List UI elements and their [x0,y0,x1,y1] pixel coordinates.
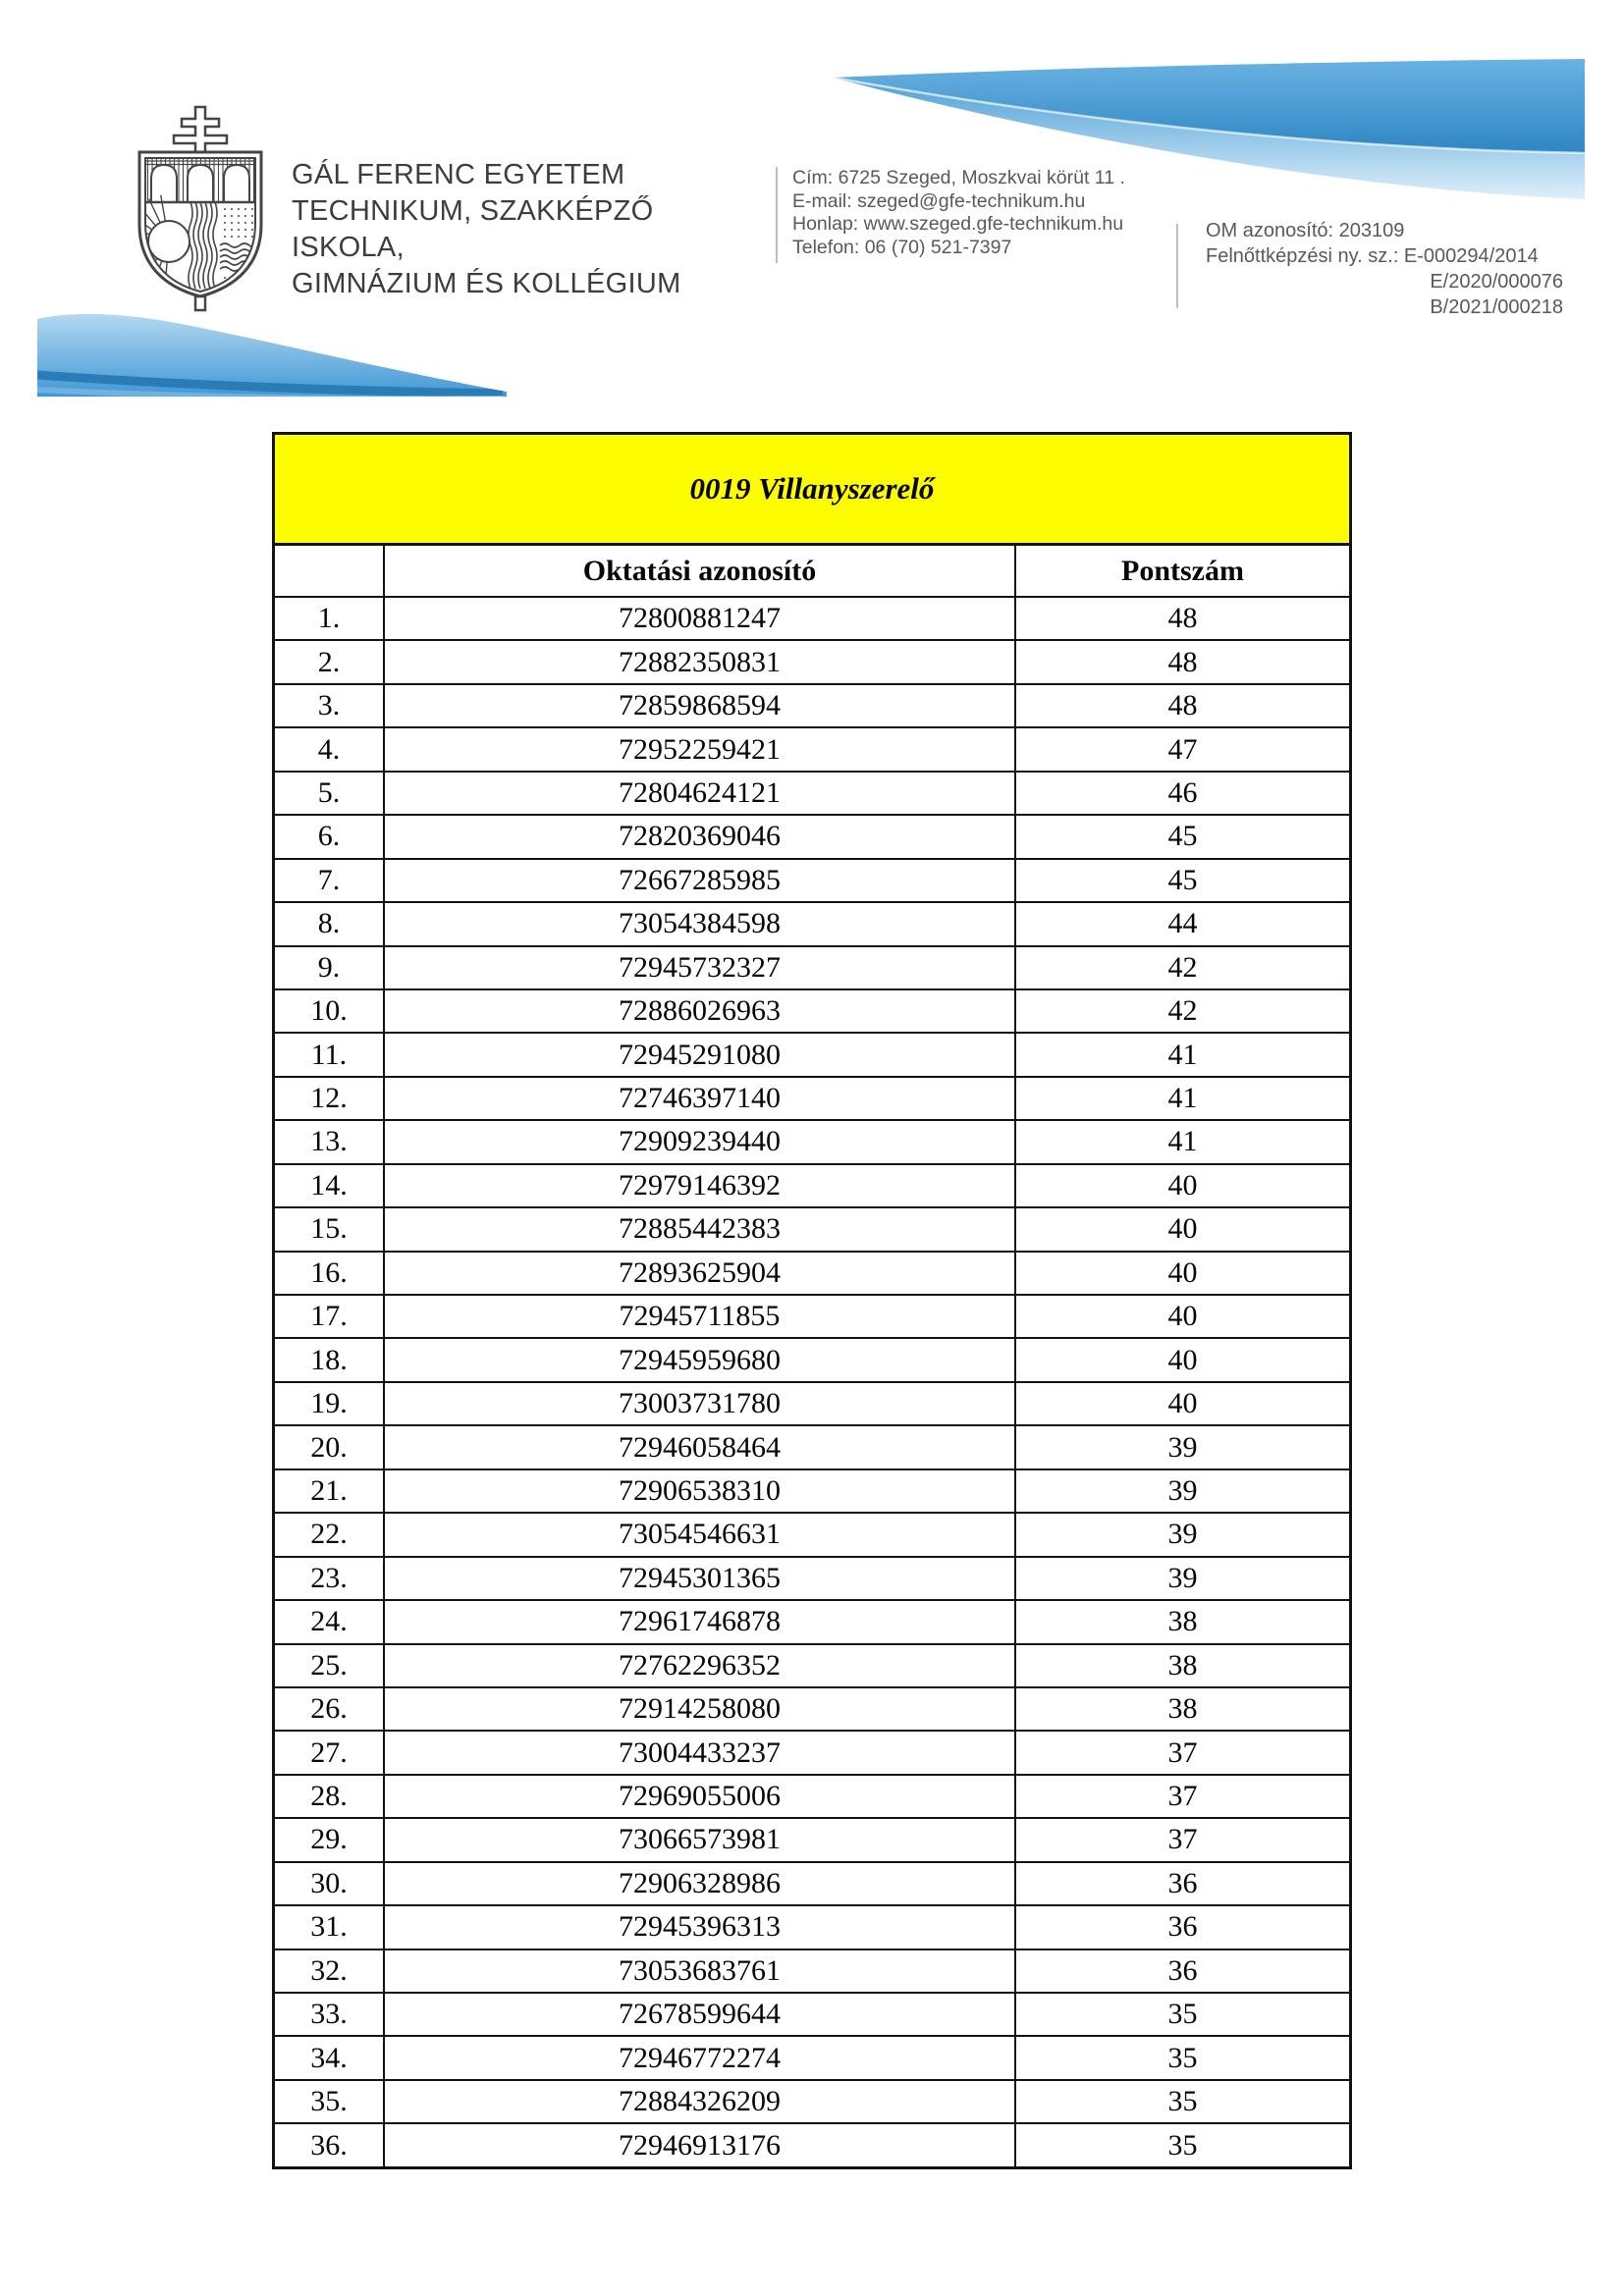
row-oktatasi-azonosito: 72906538310 [383,1470,1014,1512]
row-pontszam: 48 [1014,598,1349,639]
row-rank: 33. [310,1998,348,2031]
row-oktatasi-azonosito: 72746397140 [383,1078,1014,1119]
row-rank: 34. [310,2041,348,2074]
row-pontszam: 40 [1014,1253,1349,1294]
contact-block [792,167,1170,259]
table-row [275,1643,1349,1686]
row-oktatasi-azonosito: 72946772274 [383,2037,1014,2078]
letterhead-divider [1176,224,1178,308]
row-rank: 25. [310,1648,348,1682]
row-rank: 26. [310,1692,348,1726]
header-oktatasi-azonosito: Oktatási azonosító [383,546,1014,596]
row-rank: 3. [317,689,341,722]
row-rank: 24. [310,1605,348,1638]
row-oktatasi-azonosito: 72945301365 [383,1558,1014,1599]
bottom-left-wave-decoration [0,306,520,404]
row-pontszam: 41 [1014,1034,1349,1075]
row-oktatasi-azonosito: 72946058464 [383,1426,1014,1468]
table-row [275,814,1349,857]
row-rank: 8. [317,907,341,940]
header-pontszam: Pontszám [1014,546,1349,596]
table-row [275,1774,1349,1817]
table-row [275,858,1349,901]
row-oktatasi-azonosito: 72906328986 [383,1863,1014,1904]
row-pontszam: 38 [1014,1688,1349,1730]
contact-address: Cím: 6725 Szeged, Moszkvai körüt 11 . [792,167,1125,188]
table-row [275,1512,1349,1555]
row-oktatasi-azonosito: 73054546631 [383,1514,1014,1555]
table-row [275,1686,1349,1730]
row-pontszam: 39 [1014,1514,1349,1555]
table-row [275,1861,1349,1904]
row-pontszam: 35 [1014,2081,1349,2122]
row-pontszam: 40 [1014,1165,1349,1206]
row-pontszam: 36 [1014,1863,1349,1904]
row-rank: 22. [310,1518,348,1551]
table-row [275,2035,1349,2078]
table-row [275,726,1349,770]
table-row [275,1251,1349,1294]
row-pontszam: 37 [1014,1732,1349,1773]
table-header-row [275,543,1349,596]
row-pontszam: 39 [1014,1426,1349,1468]
row-oktatasi-azonosito: 72952259421 [383,728,1014,770]
row-oktatasi-azonosito: 72945291080 [383,1034,1014,1075]
row-rank: 28. [310,1780,348,1813]
table-row [275,945,1349,988]
row-oktatasi-azonosito: 72945711855 [383,1296,1014,1337]
row-rank: 9. [317,950,341,984]
table-row [275,639,1349,682]
row-pontszam: 35 [1014,1994,1349,2035]
row-oktatasi-azonosito: 72979146392 [383,1165,1014,1206]
row-pontszam: 40 [1014,1383,1349,1424]
table-row [275,1076,1349,1119]
row-oktatasi-azonosito: 73053683761 [383,1950,1014,1992]
row-pontszam: 40 [1014,1339,1349,1380]
table-row [275,1119,1349,1162]
row-pontszam: 40 [1014,1208,1349,1250]
row-oktatasi-azonosito: 72961746878 [383,1601,1014,1642]
row-pontszam: 46 [1014,773,1349,814]
table-row [275,1381,1349,1424]
row-oktatasi-azonosito: 72884326209 [383,2081,1014,2122]
row-rank: 21. [310,1473,348,1507]
table-row [275,2079,1349,2122]
row-rank: 19. [310,1387,348,1420]
table-rows [275,596,1349,2166]
school-crest-logo [134,104,267,312]
row-oktatasi-azonosito: 72945959680 [383,1339,1014,1380]
row-oktatasi-azonosito: 72762296352 [383,1645,1014,1686]
table-row [275,1599,1349,1642]
row-oktatasi-azonosito: 72804624121 [383,773,1014,814]
row-rank: 36. [310,2128,348,2162]
registration-number-line: B/2021/000218 [1430,296,1563,318]
table-row [275,1424,1349,1468]
contact-website: Honlap: www.szeged.gfe-technikum.hu [792,213,1124,235]
row-rank: 4. [317,732,341,766]
row-rank: 18. [310,1343,348,1376]
row-pontszam: 44 [1014,903,1349,944]
row-rank: 16. [310,1255,348,1289]
row-pontszam: 42 [1014,990,1349,1032]
table-row [275,1817,1349,1860]
adult-education-line: Felnőttképzési ny. sz.: E-000294/2014 [1206,245,1539,267]
row-rank: 2. [317,645,341,678]
table-row [275,683,1349,726]
table-row [275,596,1349,639]
table-row [275,1730,1349,1773]
table-row [275,1992,1349,2035]
row-rank: 20. [310,1430,348,1464]
row-pontszam: 38 [1014,1601,1349,1642]
letterhead-divider [776,167,778,263]
row-rank: 32. [310,1953,348,1987]
row-pontszam: 38 [1014,1645,1349,1686]
row-oktatasi-azonosito: 72909239440 [383,1121,1014,1162]
om-id-line: OM azonosító: 203109 [1206,220,1405,241]
row-oktatasi-azonosito: 72945396313 [383,1906,1014,1948]
row-rank: 17. [310,1300,348,1333]
school-name-line: GIMNÁZIUM ÉS KOLLÉGIUM [292,268,681,299]
row-oktatasi-azonosito: 73003731780 [383,1383,1014,1424]
table-row [275,988,1349,1032]
row-rank: 27. [310,1735,348,1769]
table-row [275,901,1349,944]
table-row [275,1904,1349,1948]
row-rank: 6. [317,820,341,853]
table-row [275,1949,1349,1992]
row-pontszam: 39 [1014,1470,1349,1512]
row-rank: 14. [310,1168,348,1201]
row-rank: 30. [310,1866,348,1899]
row-oktatasi-azonosito: 72893625904 [383,1253,1014,1294]
row-oktatasi-azonosito: 73004433237 [383,1732,1014,1773]
row-oktatasi-azonosito: 72945732327 [383,947,1014,988]
table-title-banner [275,435,1349,543]
row-oktatasi-azonosito: 72678599644 [383,1994,1014,2035]
table-row [275,1032,1349,1075]
row-oktatasi-azonosito: 72946913176 [383,2124,1014,2165]
school-name [292,157,763,302]
row-pontszam: 36 [1014,1950,1349,1992]
row-pontszam: 39 [1014,1558,1349,1599]
row-rank: 13. [310,1125,348,1158]
row-pontszam: 42 [1014,947,1349,988]
row-pontszam: 41 [1014,1078,1349,1119]
row-pontszam: 47 [1014,728,1349,770]
header-rank [275,546,383,596]
table-row [275,771,1349,814]
row-oktatasi-azonosito: 72859868594 [383,685,1014,726]
row-rank: 11. [310,1038,348,1071]
row-oktatasi-azonosito: 72882350831 [383,641,1014,682]
row-rank: 7. [317,863,341,896]
row-oktatasi-azonosito: 72969055006 [383,1776,1014,1817]
row-rank: 23. [310,1561,348,1594]
row-pontszam: 48 [1014,685,1349,726]
row-pontszam: 40 [1014,1296,1349,1337]
school-name-line: TECHNIKUM, SZAKKÉPZŐ ISKOLA, [292,195,654,263]
row-oktatasi-azonosito: 73054384598 [383,903,1014,944]
contact-phone: Telefon: 06 (70) 521-7397 [792,236,1012,258]
row-pontszam: 35 [1014,2124,1349,2165]
row-rank: 1. [317,602,341,635]
row-oktatasi-azonosito: 72885442383 [383,1208,1014,1250]
row-oktatasi-azonosito: 73066573981 [383,1819,1014,1860]
table-row [275,1294,1349,1337]
contact-email: E-mail: szeged@gfe-technikum.hu [792,189,1086,212]
table-title: 0019 Villanyszerelő [689,471,935,506]
row-rank: 12. [310,1082,348,1115]
school-name-line: GÁL FERENC EGYETEM [292,159,625,190]
row-pontszam: 45 [1014,860,1349,901]
row-rank: 31. [310,1910,348,1944]
row-oktatasi-azonosito: 72820369046 [383,816,1014,857]
row-rank: 10. [310,994,348,1028]
row-oktatasi-azonosito: 72667285985 [383,860,1014,901]
registration-block [1206,218,1563,320]
registration-number-line: E/2020/000076 [1430,271,1563,293]
row-rank: 35. [310,2085,348,2118]
row-rank: 29. [310,1823,348,1856]
table-row [275,1163,1349,1206]
ranking-table [272,432,1352,2169]
row-pontszam: 45 [1014,816,1349,857]
row-pontszam: 36 [1014,1906,1349,1948]
row-oktatasi-azonosito: 72800881247 [383,598,1014,639]
row-pontszam: 37 [1014,1819,1349,1860]
row-pontszam: 41 [1014,1121,1349,1162]
row-rank: 5. [317,775,341,809]
row-pontszam: 37 [1014,1776,1349,1817]
table-row [275,1468,1349,1512]
row-oktatasi-azonosito: 72914258080 [383,1688,1014,1730]
row-rank: 15. [310,1212,348,1246]
row-pontszam: 35 [1014,2037,1349,2078]
table-row [275,2122,1349,2165]
row-oktatasi-azonosito: 72886026963 [383,990,1014,1032]
table-row [275,1337,1349,1380]
table-row [275,1206,1349,1250]
row-pontszam: 48 [1014,641,1349,682]
table-row [275,1556,1349,1599]
